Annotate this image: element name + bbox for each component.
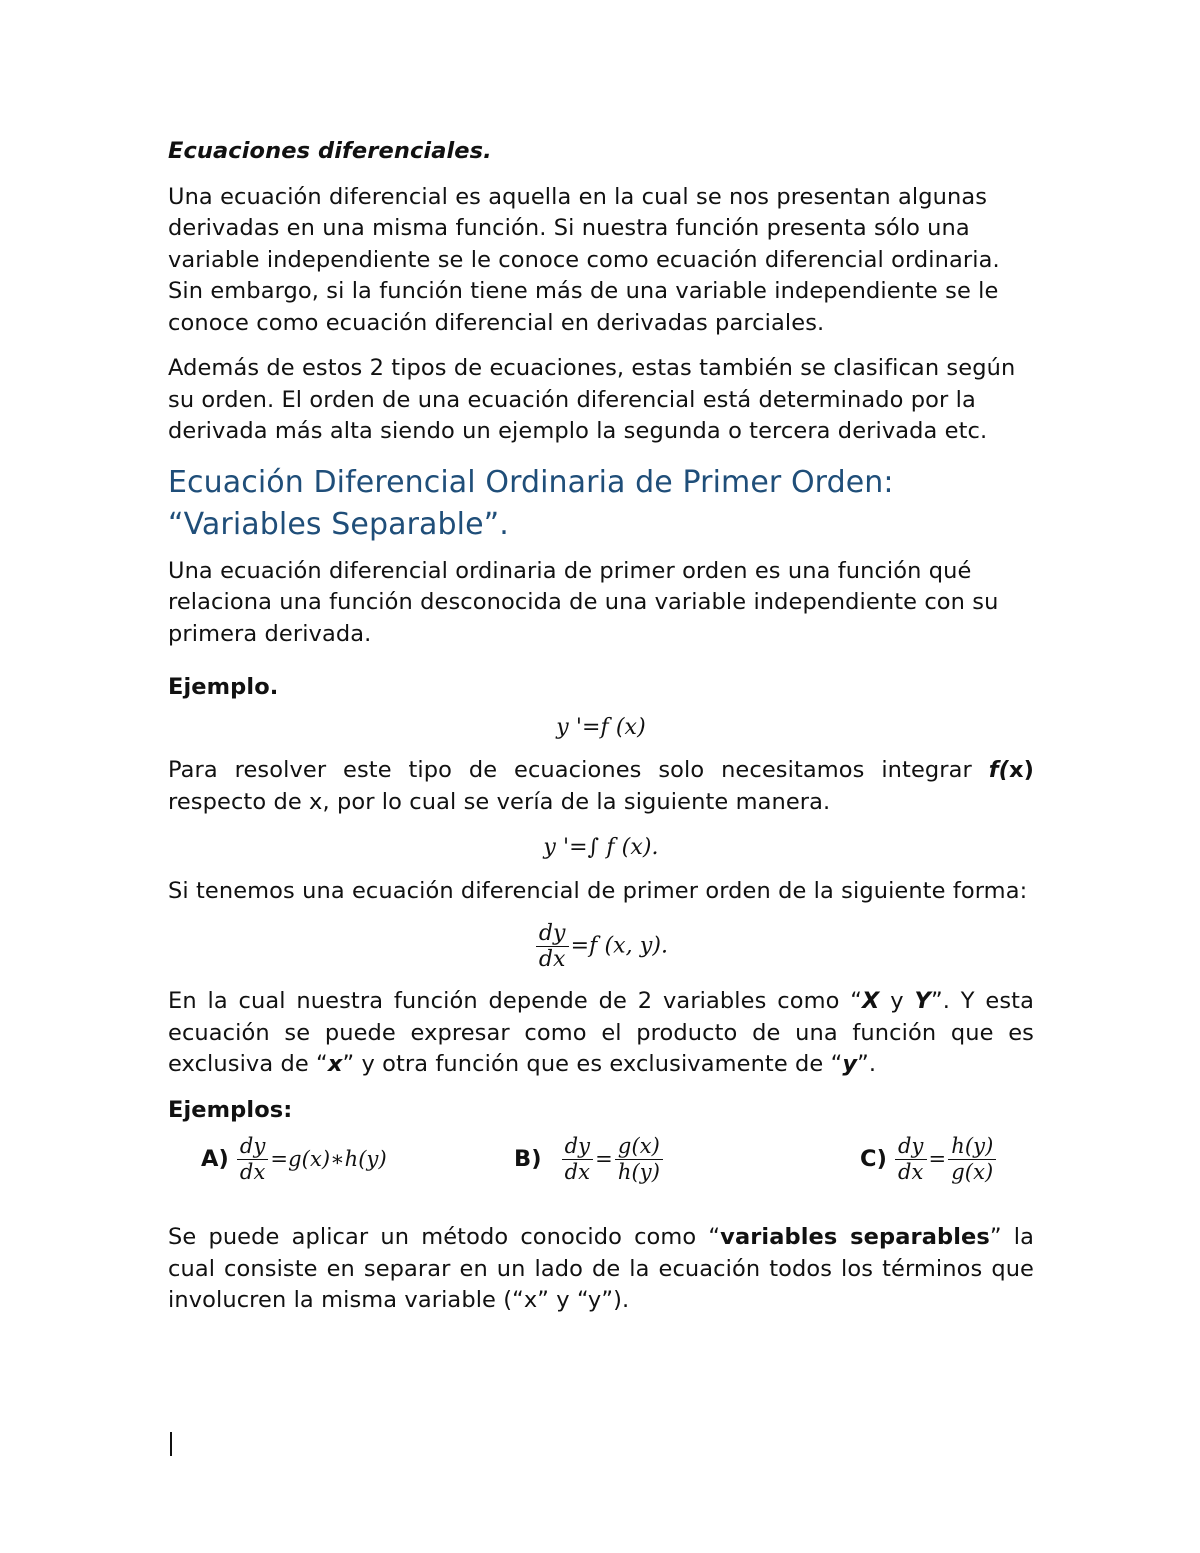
p7-bold: variables separables [720, 1224, 990, 1250]
document-body [168, 136, 1034, 1331]
example-b-eq: = [595, 1146, 613, 1171]
paragraph-integrate [168, 755, 1034, 818]
section-heading: Ecuación Diferencial Ordinaria de Primer Orden: “Variables Separable”. [168, 464, 894, 542]
example-b-num: dy [562, 1134, 594, 1160]
example-a-label: A) [201, 1145, 229, 1172]
text-cursor[interactable] [170, 1432, 172, 1456]
p4-after: respecto de x, por lo cual se vería de la siguiente manera. [168, 788, 831, 815]
example-b-label: B) [514, 1145, 542, 1172]
paragraph-form: Si tenemos una ecuación diferencial de primer orden de la siguiente forma: [168, 877, 1028, 904]
p4-fx-bold: x) [1009, 757, 1034, 783]
p7-b: ” la cual consiste en separar en un lado de la ecuación todos los términos que involucren la misma variable (“x” y “y”). [168, 1224, 1034, 1313]
examples-label: Ejemplos: [168, 1096, 293, 1123]
p6-x: x [327, 1051, 343, 1077]
paragraph-classification: Además de estos 2 tipos de ecuaciones, estas también se clasifican según su orden. El orden de una ecuación diferencial está determinado por la derivada más alta siendo un ejemplo la segunda o tercera derivada etc. [168, 355, 1016, 444]
example-a [201, 1134, 387, 1185]
p6-d: ” y otra función que es exclusivamente de “ [342, 1051, 843, 1077]
formula-derivative: y '=f (x) [556, 714, 646, 740]
paragraph-method [168, 1222, 1034, 1317]
example-c [860, 1134, 998, 1185]
example-a-den: dx [239, 1160, 266, 1184]
example-b-fraction [562, 1134, 594, 1185]
examples-row [168, 1134, 1034, 1204]
p6-y: y [842, 1051, 858, 1077]
example-c-label: C) [860, 1145, 887, 1172]
fraction-dy-dx [536, 921, 569, 972]
example-c-eq: = [928, 1146, 947, 1171]
paragraph-intro: Una ecuación diferencial es aquella en la cual se nos presentan algunas derivadas en una misma función. Si nuestra función presenta sólo una variable independiente se le conoce como ecuación diferencial ordinaria. Sin embargo, si la función tiene más de una variable independiente se le conoce como ecuación diferencial en derivadas parciales. [168, 183, 1000, 336]
example-b-rhs-fraction [615, 1134, 663, 1185]
p6-e: ”. [857, 1051, 877, 1077]
p4-before: Para resolver este tipo de ecuaciones solo necesitamos integrar [168, 757, 989, 783]
formula-integral: y '=∫ f (x). [543, 835, 659, 860]
fraction-numerator: dy [536, 921, 569, 947]
p6-b: y [879, 988, 915, 1014]
fraction-denominator: dx [538, 947, 566, 972]
formula-rhs: =f (x, y). [570, 933, 669, 959]
p6-c: ”. Y esta ecuación se puede expresar como el producto de una función que es exclusiva de “ [168, 988, 1034, 1077]
paragraph-definition: Una ecuación diferencial ordinaria de primer orden es una función qué relaciona una función desconocida de una variable independiente con su primera derivada. [168, 557, 999, 647]
p4-fx-italic: f( [988, 757, 1009, 783]
example-a-fraction [237, 1134, 269, 1185]
example-c-fraction [895, 1134, 927, 1185]
example-c-rhs-den: g(x) [951, 1160, 994, 1184]
document-title: Ecuaciones diferenciales. [168, 138, 492, 164]
example-c-rhs-fraction [948, 1134, 996, 1185]
formula-dy-dx [168, 921, 1034, 972]
example-b [514, 1134, 665, 1185]
example-a-rhs: =g(x)∗h(y) [270, 1146, 387, 1171]
example-a-num: dy [237, 1134, 269, 1160]
example-c-den: dx [898, 1160, 924, 1184]
p6-a: En la cual nuestra función depende de 2 variables como “ [168, 988, 863, 1014]
p6-Y: Y [914, 988, 931, 1014]
paragraph-variables [168, 986, 1034, 1081]
example-c-num: dy [895, 1134, 927, 1160]
example-b-rhs-num: g(x) [615, 1134, 663, 1160]
p7-a: Se puede aplicar un método conocido como “ [168, 1224, 721, 1250]
p6-X: X [862, 988, 880, 1014]
example-b-rhs-den: h(y) [617, 1160, 661, 1184]
example-b-den: dx [564, 1160, 591, 1184]
example-label: Ejemplo. [168, 674, 279, 700]
example-c-rhs-num: h(y) [948, 1134, 996, 1160]
